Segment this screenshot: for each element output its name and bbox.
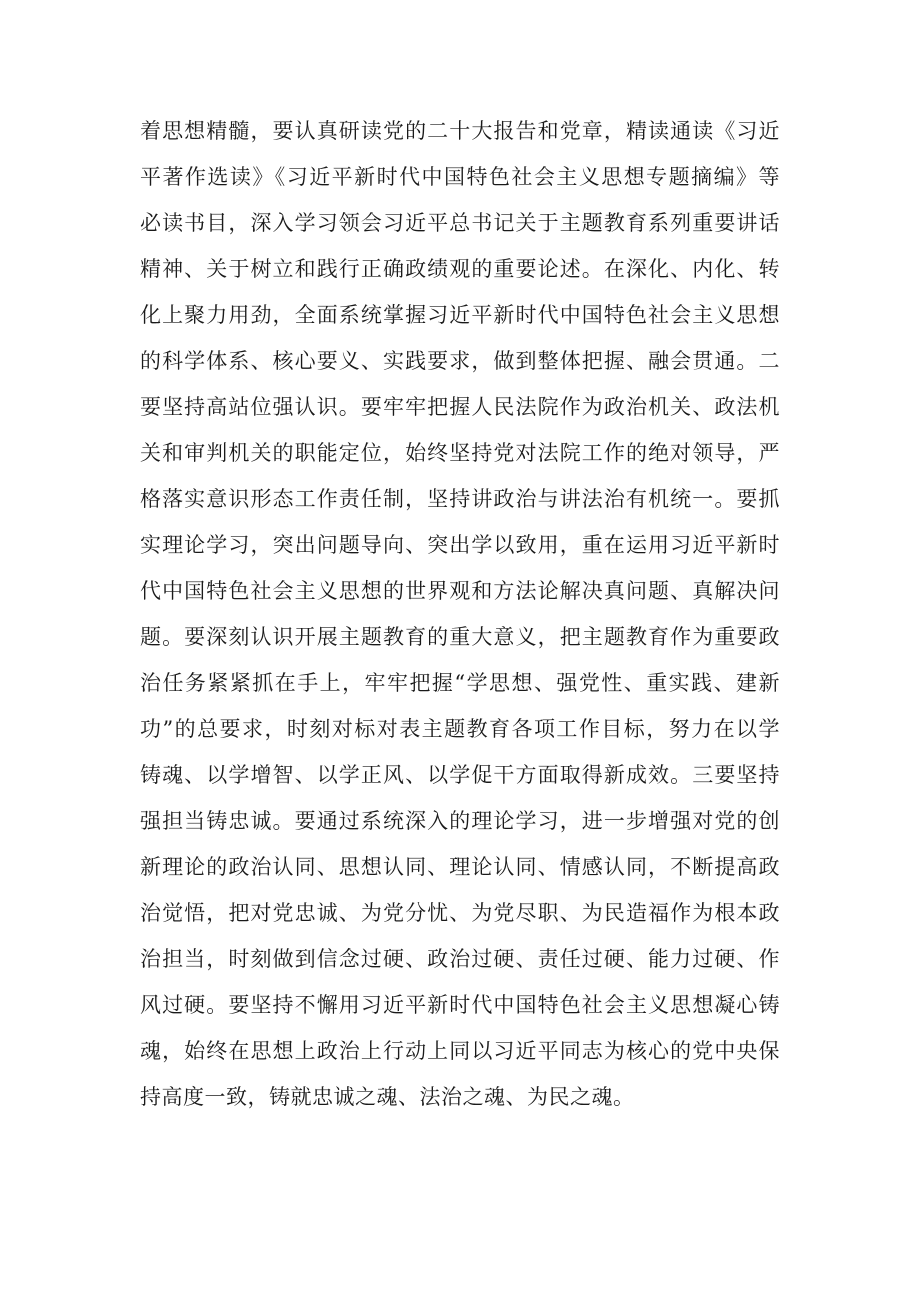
text-line: 关和审判机关的职能定位，始终坚持党对法院工作的绝对领导，严 — [140, 441, 780, 465]
text-line: 平著作选读》《习近平新时代中国特色社会主义思想专题摘编》等 — [140, 165, 780, 189]
text-line: 治担当，时刻做到信念过硬、政治过硬、责任过硬、能力过硬、作 — [140, 947, 780, 971]
body-paragraph — [140, 108, 780, 1120]
text-line: 代中国特色社会主义思想的世界观和方法论解决真问题、真解决问 — [140, 579, 780, 603]
text-line: 必读书目，深入学习领会习近平总书记关于主题教育系列重要讲话 — [140, 211, 780, 235]
text-line: 的科学体系、核心要义、实践要求，做到整体把握、融会贯通。二 — [140, 349, 780, 373]
text-line: 题。要深刻认识开展主题教育的重大意义，把主题教育作为重要政 — [140, 625, 780, 649]
text-line: 化上聚力用劲，全面系统掌握习近平新时代中国特色社会主义思想 — [140, 303, 780, 327]
text-line: 治觉悟，把对党忠诚、为党分忧、为党尽职、为民造福作为根本政 — [140, 901, 780, 925]
text-line: 着思想精髓，要认真研读党的二十大报告和党章，精读通读《习近 — [140, 119, 780, 143]
text-line: 铸魂、以学增智、以学正风、以学促干方面取得新成效。三要坚持 — [140, 763, 780, 787]
text-line: 强担当铸忠诚。要通过系统深入的理论学习，进一步增强对党的创 — [140, 809, 780, 833]
text-line: 功”的总要求，时刻对标对表主题教育各项工作目标，努力在以学 — [140, 717, 780, 741]
text-line: 新理论的政治认同、思想认同、理论认同、情感认同，不断提高政 — [140, 855, 780, 879]
text-line: 魂，始终在思想上政治上行动上同以习近平同志为核心的党中央保 — [140, 1039, 780, 1063]
text-line: 持高度一致，铸就忠诚之魂、法治之魂、为民之魂。 — [140, 1085, 635, 1109]
text-line: 要坚持高站位强认识。要牢牢把握人民法院作为政治机关、政法机 — [140, 395, 780, 419]
text-line: 风过硬。要坚持不懈用习近平新时代中国特色社会主义思想凝心铸 — [140, 993, 780, 1017]
text-line: 实理论学习，突出问题导向、突出学以致用，重在运用习近平新时 — [140, 533, 780, 557]
text-line: 格落实意识形态工作责任制，坚持讲政治与讲法治有机统一。要抓 — [140, 487, 780, 511]
text-line: 治任务紧紧抓在手上，牢牢把握“学思想、强党性、重实践、建新 — [140, 671, 780, 695]
text-line: 精神、关于树立和践行正确政绩观的重要论述。在深化、内化、转 — [140, 257, 780, 281]
